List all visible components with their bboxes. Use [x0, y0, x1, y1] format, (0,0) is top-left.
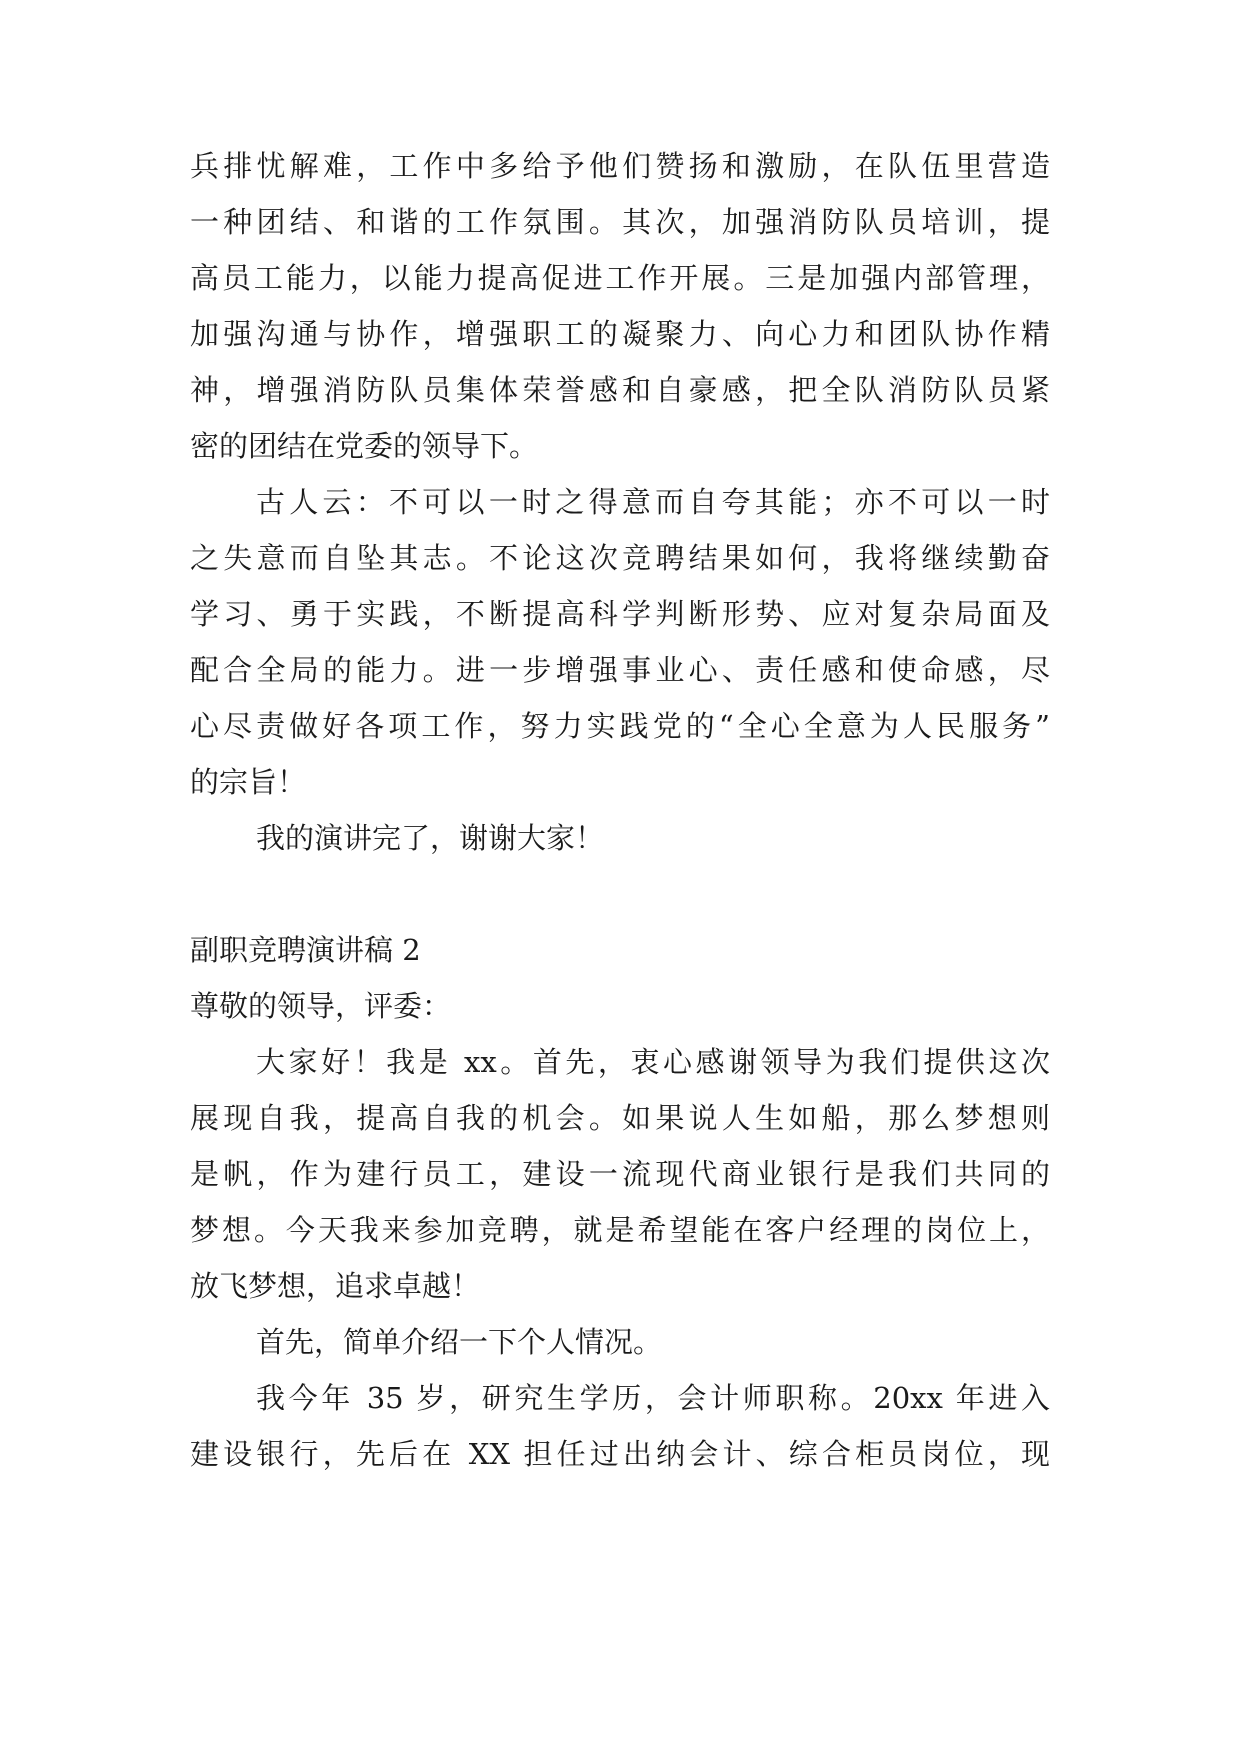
paragraph-line: 加强沟通与协作，增强职工的凝聚力、向心力和团队协作精: [190, 317, 1050, 351]
paragraph-line: 配合全局的能力。进一步增强事业心、责任感和使命感，尽: [190, 653, 1050, 687]
paragraph-line: 学习、勇于实践，不断提高科学判断形势、应对复杂局面及: [190, 597, 1050, 631]
paragraph-line: 大家好！我是 xx。首先，衷心感谢领导为我们提供这次: [256, 1045, 1050, 1079]
paragraph-line: 展现自我，提高自我的机会。如果说人生如船，那么梦想则: [190, 1101, 1050, 1135]
paragraph-line: 放飞梦想，追求卓越！: [190, 1269, 481, 1303]
paragraph-line: 高员工能力，以能力提高促进工作开展。三是加强内部管理，: [190, 261, 1050, 295]
paragraph-line: 一种团结、和谐的工作氛围。其次，加强消防队员培训，提: [190, 205, 1050, 239]
paragraph-line: 兵排忧解难，工作中多给予他们赞扬和激励，在队伍里营造: [190, 149, 1050, 183]
paragraph-line: 建设银行，先后在 XX 担任过出纳会计、综合柜员岗位，现: [190, 1437, 1050, 1471]
paragraph-line: 是帆，作为建行员工，建设一流现代商业银行是我们共同的: [190, 1157, 1050, 1191]
paragraph-line: 首先，简单介绍一下个人情况。: [256, 1325, 663, 1359]
section-title: 副职竞聘演讲稿 2: [190, 933, 421, 967]
paragraph-line: 我今年 35 岁，研究生学历，会计师职称。20xx 年进入: [256, 1381, 1050, 1415]
paragraph-line: 密的团结在党委的领导下。: [190, 429, 539, 463]
paragraph-line: 神，增强消防队员集体荣誉感和自豪感，把全队消防队员紧: [190, 373, 1050, 407]
salutation: 尊敬的领导，评委：: [190, 989, 452, 1023]
paragraph-line: 梦想。今天我来参加竞聘，就是希望能在客户经理的岗位上，: [190, 1213, 1050, 1247]
paragraph-line: 古人云：不可以一时之得意而自夸其能；亦不可以一时: [256, 485, 1050, 519]
paragraph-line: 我的演讲完了，谢谢大家！: [256, 821, 605, 855]
paragraph-line: 之失意而自坠其志。不论这次竞聘结果如何，我将继续勤奋: [190, 541, 1050, 575]
paragraph-line: 的宗旨！: [190, 765, 307, 799]
paragraph-line: 心尽责做好各项工作，努力实践党的“全心全意为人民服务”: [190, 709, 1050, 743]
